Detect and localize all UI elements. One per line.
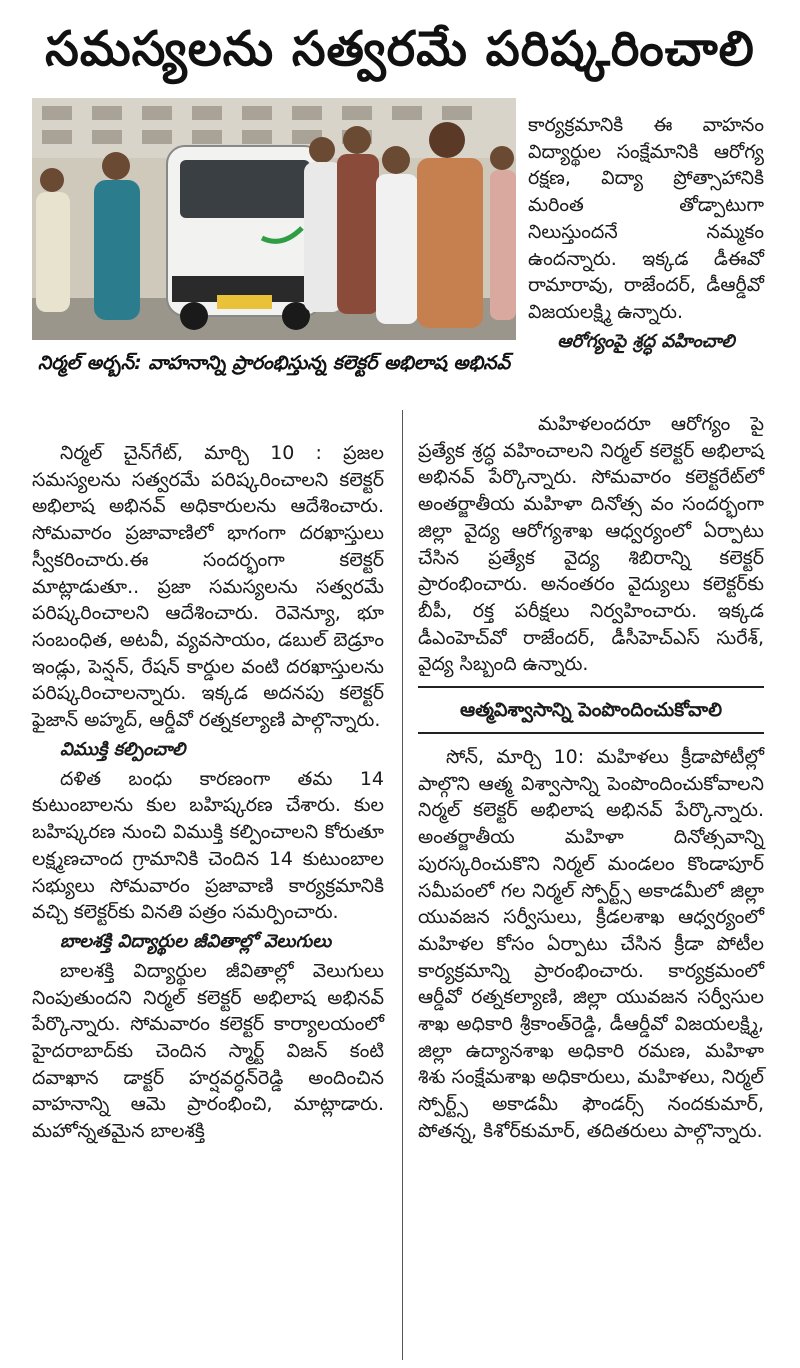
health-text: మహిళలందరూ ఆరోగ్యం పై ప్రత్యేక శ్రద్ధ వహించాలని నిర్మల్ కలెక్టర్ అభిలాష అభినవ్ పేర్కొన్నారు. సోమవారం కలెక్టరేట్‌లో అంతర్జాతీయ మహిళా దినోత్స వం సందర్భంగా జిల్లా వైద్య ఆరోగ్యశాఖ ఆధ్వర్యంలో ఏర్పాటు చేసిన ప్రత్యేక వైద్య శిబిరాన్ని కలెక్టర్ ప్రారంభించారు. అనంతరం వైద్యులు కలెక్టర్‌కు బీపీ, రక్త పరీక్షలు నిర్వహించారు. ఇక్కడ డీఎంహెచ్‌వో రాజేందర్, డీసీహెచ్ఎస్ సురేశ్, వైద్య సిబ్బంది ఉన్నారు. bbox=[418, 413, 764, 676]
balashakti-text: బాలశక్తి విద్యార్థుల జీవితాల్లో వెలుగులు నింపుతుందని నిర్మల్ కలెక్టర్ అభిలాష అభినవ్ పేర్కొన్నారు. సోమవారం కలెక్టర్ కార్యాలయంలో హైదరాబాద్‌కు చెందిన స్మార్ట్ విజన్ కంటి దవాఖాన డాక్టర్ హర్షవర్ధన్‌రెడ్డి అందించిన వాహనాన్ని ఆమె ప్రారంభించి, మాట్లాడారు. మహోన్నతమైన బాలశక్తి bbox=[32, 959, 384, 1143]
left-column bbox=[32, 440, 384, 1145]
sports-text: సోన్, మార్చి 10: మహిళలు క్రీడాపోటీల్లో పాల్గొని ఆత్మ విశ్వాసాన్ని పెంపొందించుకోవాలని నిర్మల్ కలెక్టర్ అభిలాష అభినవ్ పేర్కొన్నారు. అంతర్జాతీయ మహిళా దినోత్సవాన్ని పురస్కరించుకొని నిర్మల్ మండలం కొండాపూర్ సమీపంలో గల నిర్మల్ స్పోర్ట్స్ అకాడమీలో జిల్లా యువజన సర్వీసులు, క్రీడలశాఖ ఆధ్వర్యంలో మహిళల కోసం ఏర్పాటు చేసిన క్రీడా పోటీల కార్యక్రమాన్ని ప్రారంభించారు. కార్యక్రమంలో ఆర్డీవో రత్నకల్యాణి, జిల్లా యువజన సర్వీసుల శాఖ అధికారి శ్రీకాంత్‌రెడ్డి, డీఆర్డీవో విజయలక్ష్మి, జిల్లా ఉద్యానశాఖ అధికారి రమణ, మహిళా శిశు సంక్షేమశాఖ అధికారులు, మహిళలు, నిర్మల్ స్పోర్ట్స్ అకాడమీ ఫౌండర్స్ నందకుమార్, పోతన్న, కిశోర్‌కుమార్, తదితరులు పాల్గొన్నారు. bbox=[418, 746, 764, 1142]
news-photo-illustration bbox=[32, 98, 516, 340]
headline: సమస్యలను సత్వరమే పరిష్కరించాలి bbox=[45, 21, 755, 77]
column-divider bbox=[402, 410, 403, 1360]
news-photo bbox=[32, 98, 516, 340]
subhead-balashakti: బాలశక్తి విద్యార్థుల జీవితాల్లో వెలుగులు bbox=[60, 930, 332, 952]
boxed-headline: ఆత్మవిశ్వాసాన్ని పెంపొందించుకోవాలి bbox=[418, 686, 764, 734]
subhead-health: ఆరోగ్యంపై శ్రద్ధ వహించాలి bbox=[557, 330, 735, 352]
release-text: దళిత బంధు కారణంగా తమ 14 కుటుంబాలను కుల బహిష్కరణ చేశారు. కుల బహిష్కరణ నుంచి విముక్తి కల్పించాలని కోరుతూ లక్ష్మణచాంద గ్రామానికి చెందిన 14 కుటుంబాల సభ్యులు సోమవారం ప్రజావాణి కార్యక్రమానికి వచ్చి కలెక్టర్‌కు వినతి పత్రం సమర్పించారు. bbox=[32, 767, 384, 924]
lead-text: నిర్మల్ చైన్‌గేట్, మార్చి 10 : ప్రజల సమస్యలను సత్వరమే పరిష్కరించాలని కలెక్టర్ అభిలాష అభినవ్ అధికారులను ఆదేశించారు. సోమవారం ప్రజావాణిలో భాగంగా దరఖాస్తులు స్వీకరించారు.ఈ సందర్భంగా కలెక్టర్ మాట్లాడుతూ.. ప్రజా సమస్యలను సత్వరమే పరిష్కరించాలని ఆదేశించారు. రెవెన్యూ, భూ సంబంధిత, అటవీ, వ్యవసాయం, డబుల్ బెడ్రూం ఇండ్లు, పెన్షన్, రేషన్ కార్డుల వంటి దరఖాస్తులను పరిష్కరించాలన్నారు. ఇక్కడ అదనపు కలెక్టర్ ఫైజాన్ అహ్మద్, ఆర్డీవో రత్నకల్యాణి పాల్గొన్నారు. bbox=[32, 442, 384, 732]
right-column bbox=[418, 411, 764, 1145]
subhead-release: విముక్తి కల్పించాలి bbox=[60, 738, 186, 760]
right-top-column bbox=[528, 112, 764, 358]
right-top-text: కార్యక్రమానికి ఈ వాహనం విద్యార్థుల సంక్షేమానికి ఆరోగ్య రక్షణ, విద్యా ప్రోత్సాహానికి మరింత తోడ్పాటుగా నిలుస్తుందనే నమ్మకం ఉందన్నారు. ఇక్కడ డీఈవో రామారావు, రాజేందర్, డీఆర్డీవో విజయలక్ష్మి ఉన్నారు. bbox=[528, 114, 764, 323]
photo-caption: నిర్మల్ అర్బన్: వాహనాన్ని ప్రారంభిస్తున్న కలెక్టర్ అభిలాష అభినవ్ bbox=[37, 352, 511, 374]
